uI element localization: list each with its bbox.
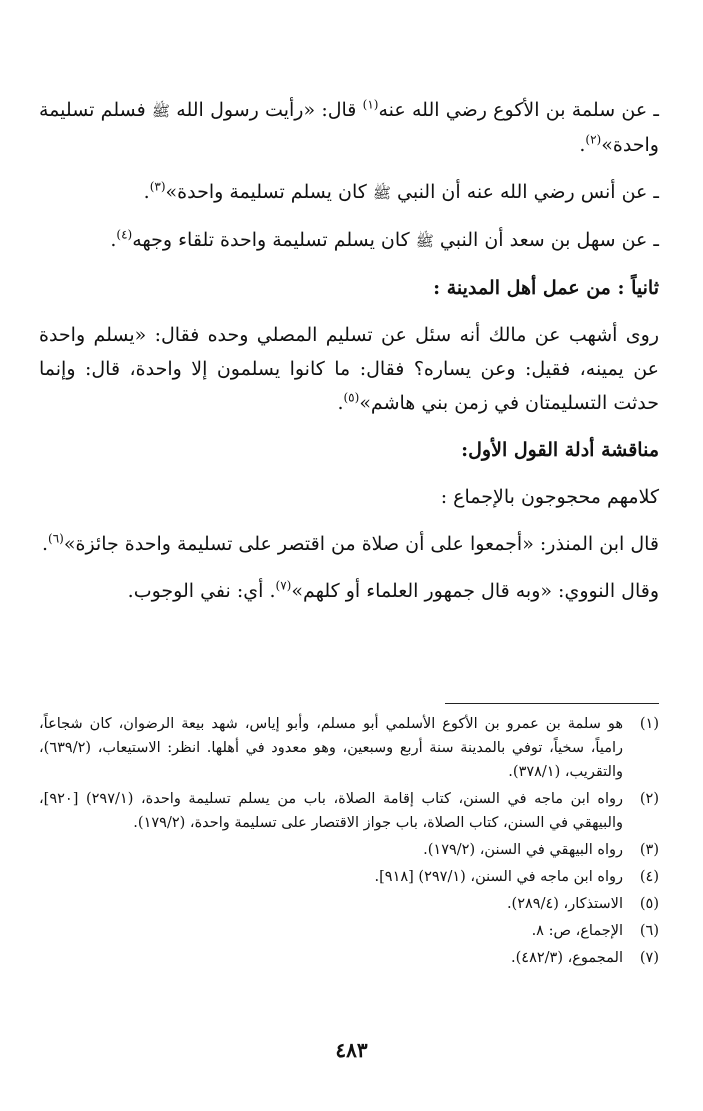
ibn-mundhir-text-a: قال ابن المنذر: «أجمعوا على أن صلاة من اقتصر على تسليمة واحدة جائزة» [63, 533, 659, 555]
footnote-ref-6: (٦) [48, 531, 64, 546]
footnote-number: (٣) [639, 842, 659, 858]
hadith-sahl-text-c: . [110, 229, 117, 251]
section-heading-discussion: مناقشة أدلة القول الأول: [461, 439, 659, 461]
footnote-text: المجموع، (٤٨٢/٣). [511, 950, 623, 966]
footnote-item [39, 865, 659, 889]
ashhab-narration-text-a: روى أشهب عن مالك أنه سئل عن تسليم المصلي وحده فقال: «يسلم واحدة عن يمينه، فقيل: وعن يساره؟ فقال: ما كانوا يسلمون إلا واحدة، قال: وإنما حدثت التسليمتان في زمن بني هاشم» [39, 324, 659, 414]
footnote-number: (١) [639, 716, 659, 732]
salawat-glyph: ﷺ [415, 232, 434, 250]
salawat-glyph: ﷺ [372, 184, 391, 202]
hadith-anas [39, 175, 659, 210]
nawawi-text-a: وقال النووي: «وبه قال جمهور العلماء أو كلهم» [291, 580, 659, 602]
footnotes [39, 712, 659, 973]
section-heading-medina: ثانياً : من عمل أهل المدينة : [433, 277, 659, 299]
hadith-anas-text-c: . [143, 181, 150, 203]
footnote-number: (٤) [639, 869, 659, 885]
page-number: ٤٨٣ [335, 1038, 368, 1062]
footnote-text: الاستذكار، (٢٨٩/٤). [506, 896, 623, 912]
footnote-ref-4: (٤) [116, 227, 133, 242]
footnote-item [39, 712, 659, 784]
hadith-salama-text-d: . [579, 134, 586, 156]
footnote-ref-3: (٣) [149, 179, 166, 194]
hadith-salama-text-b: قال: «رأيت رسول الله [170, 99, 363, 121]
footnote-text: رواه البيهقي في السنن، (١٧٩/٢). [423, 842, 623, 858]
ashhab-narration [39, 318, 659, 420]
footnote-number: (٧) [639, 950, 659, 966]
ibn-mundhir-text-b: . [41, 533, 49, 555]
footnote-item [39, 946, 659, 970]
footnote-item [39, 838, 659, 862]
footnote-number: (٥) [639, 896, 659, 912]
footnote-number: (٦) [639, 923, 659, 939]
footnote-text: رواه ابن ماجه في السنن، (٢٩٧/١) [٩١٨]. [374, 869, 623, 885]
footnote-item [39, 919, 659, 943]
footnote-number: (٢) [639, 791, 659, 807]
footnote-separator [445, 703, 659, 704]
ashhab-narration-text-b: . [337, 392, 344, 414]
footnote-text: رواه ابن ماجه في السنن، كتاب إقامة الصلاة، باب من يسلم تسليمة واحدة، (٢٩٧/١) [٩٢٠]، والبيهقي في السنن، كتاب الصلاة، باب جواز الاقتصار على تسليمة واحدة، (١٧٩/٢). [39, 791, 623, 831]
salawat-glyph: ﷺ [151, 102, 171, 120]
hadith-salama [39, 93, 659, 162]
hadith-sahl [39, 223, 659, 258]
nawawi-quote [39, 574, 659, 608]
hadith-sahl-text-a: ـ عن سهل بن سعد أن النبي [433, 229, 659, 251]
nawawi-text-b: . أي: نفي الوجوب. [127, 580, 276, 602]
footnote-text: هو سلمة بن عمرو بن الأكوع الأسلمي أبو مسلم، وأبو إياس، شهد بيعة الرضوان، كان شجاعاً، رامياً، سخياً، توفي بالمدينة سنة أربع وسبعين، وهو معدود في أهلها. انظر: الاستيعاب، (٦٣٩/٢)، والتقريب، (٣٧٨/١). [39, 716, 623, 780]
footnote-ref-5: (٥) [343, 390, 360, 405]
hadith-sahl-text-b: كان يسلم تسليمة واحدة تلقاء وجهه [132, 229, 416, 251]
main-text [39, 93, 659, 621]
footnote-text: الإجماع، ص: ٨. [531, 923, 623, 939]
hadith-anas-text-b: كان يسلم تسليمة واحدة» [165, 181, 373, 203]
footnote-ref-2: (٢) [585, 132, 602, 147]
hadith-anas-text-a: ـ عن أنس رضي الله عنه أن النبي [390, 181, 659, 203]
footnote-item [39, 892, 659, 916]
hadith-salama-text-c: فسلم تسليمة واحدة» [39, 99, 659, 156]
footnote-ref-7: (٧) [275, 578, 292, 593]
ijma-statement: كلامهم محجوجون بالإجماع : [440, 486, 659, 508]
footnote-ref-1: (١) [362, 97, 379, 112]
ibn-mundhir-quote [39, 527, 659, 561]
hadith-salama-text-a: ـ عن سلمة بن الأكوع رضي الله عنه [378, 99, 659, 121]
footnote-item [39, 787, 659, 835]
